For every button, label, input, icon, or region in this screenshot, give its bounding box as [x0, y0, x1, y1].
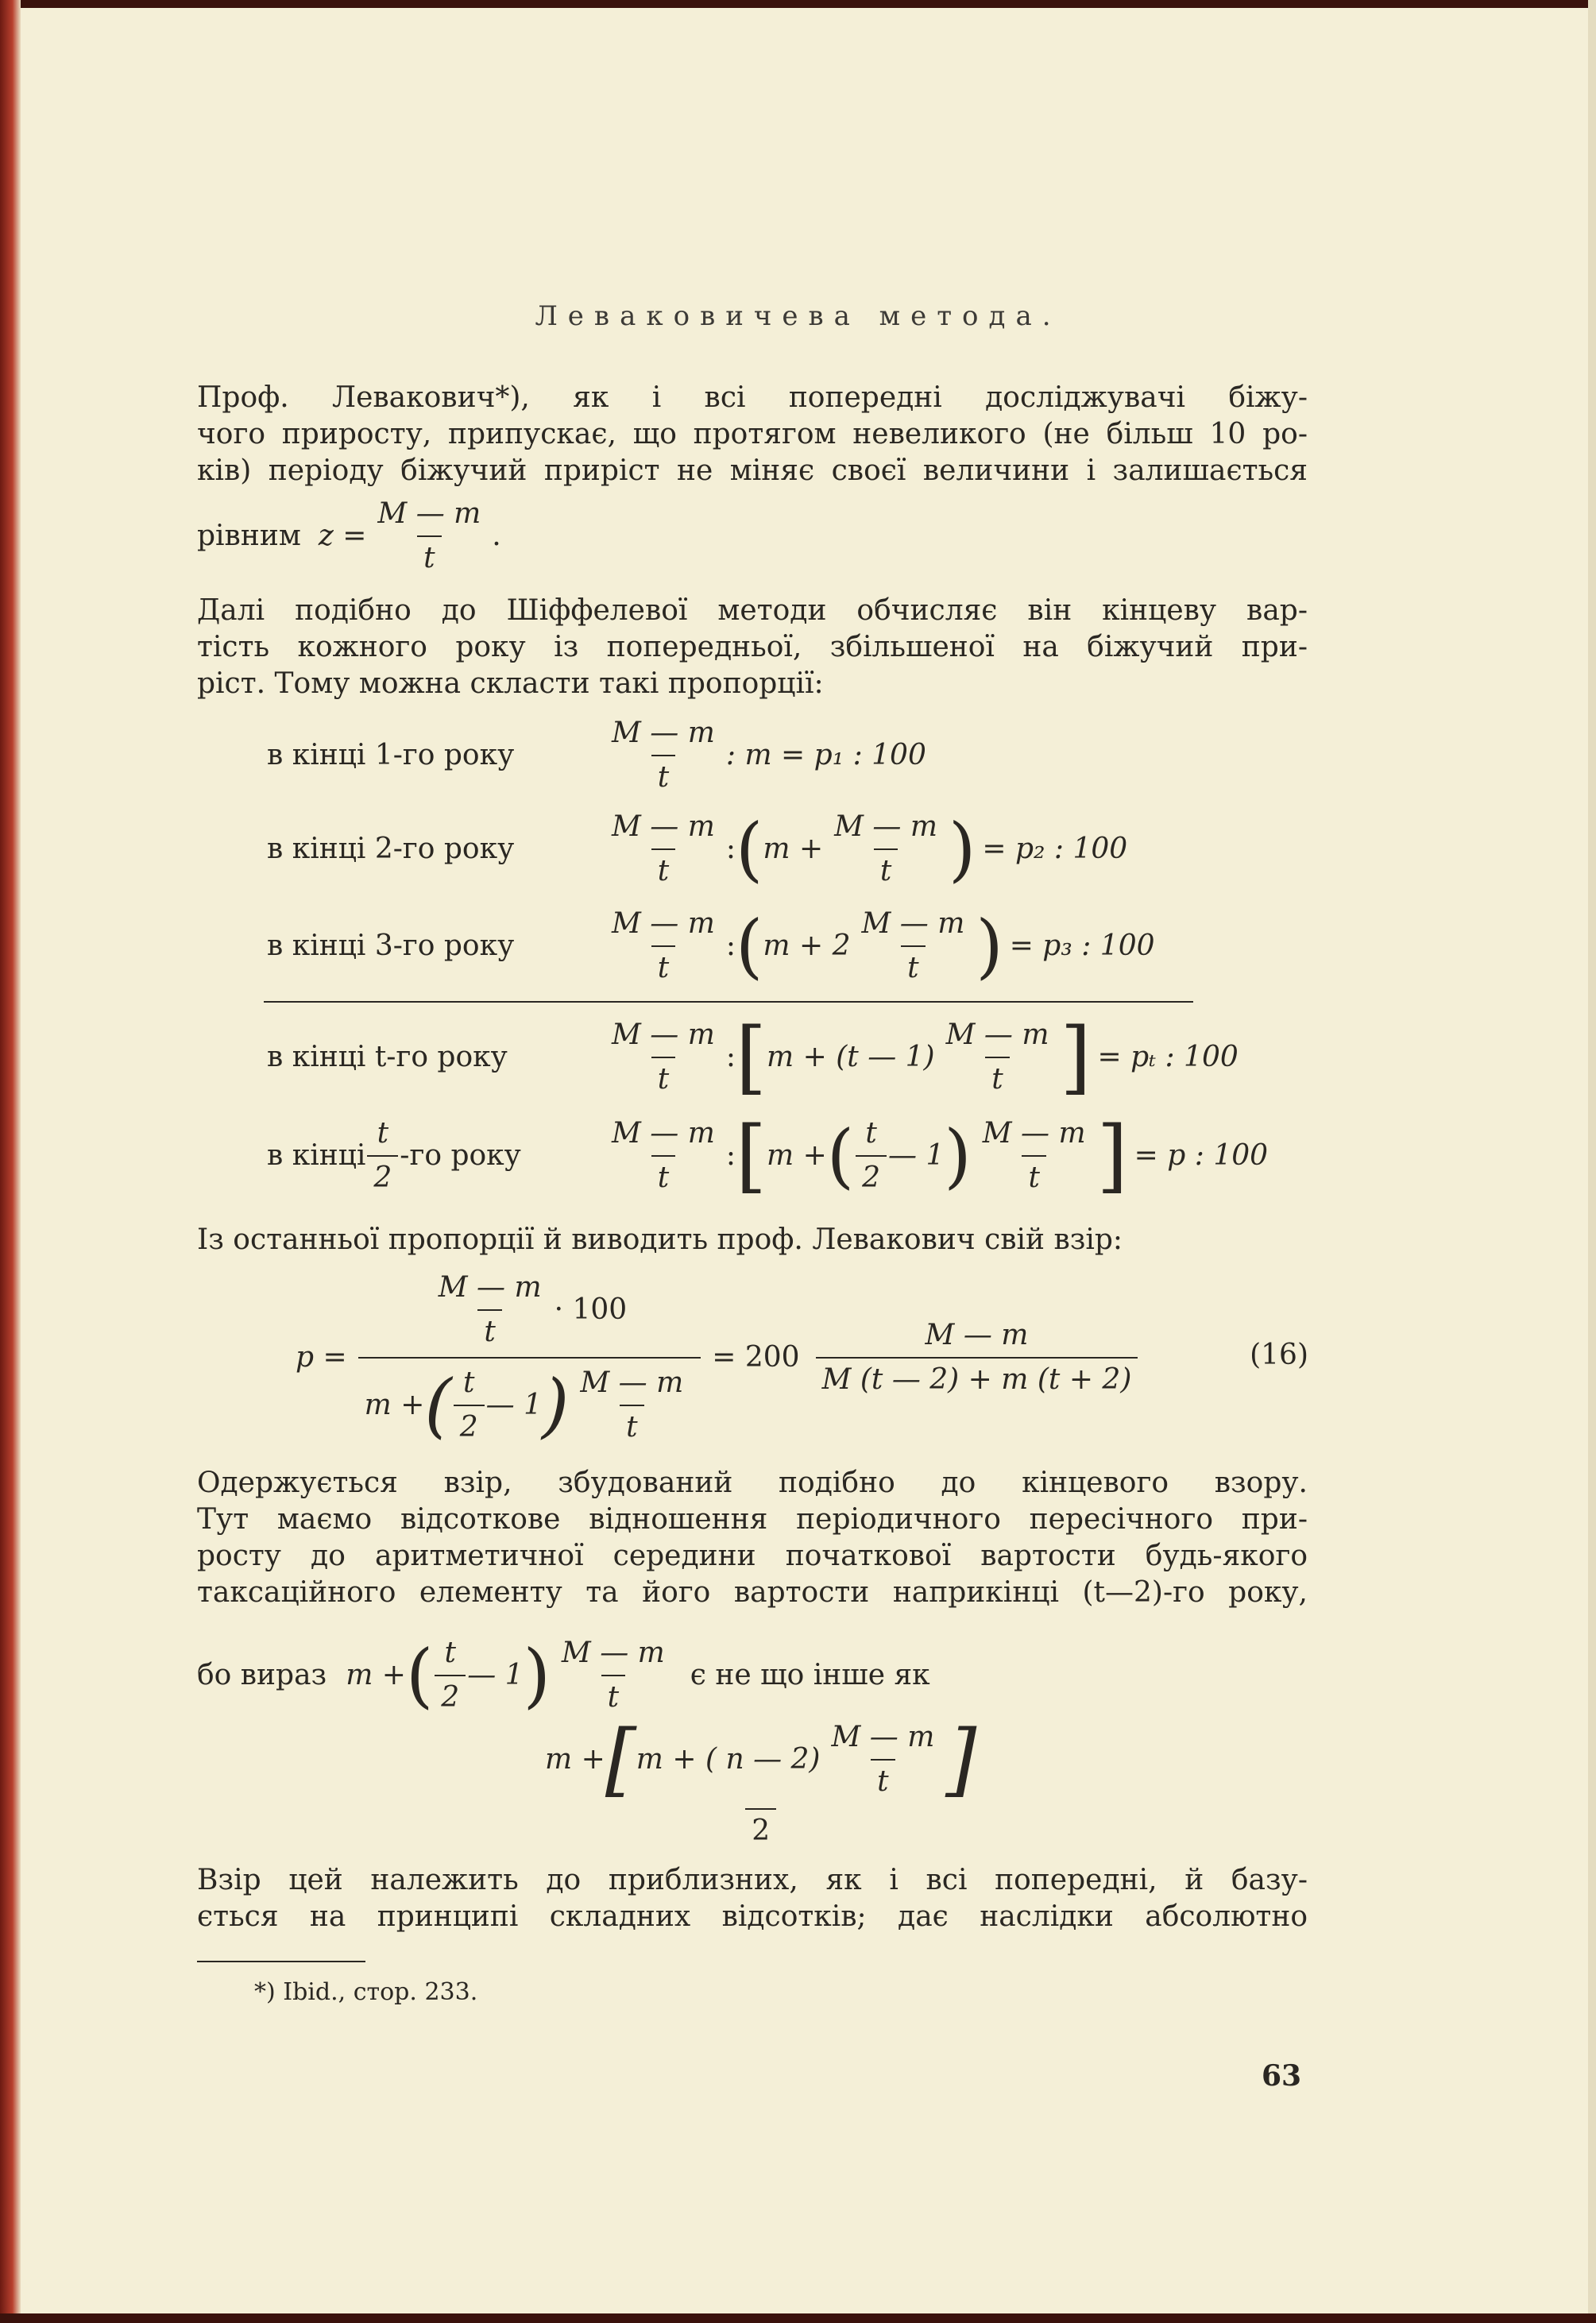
text-line: Взір цей належить до приблизних, як і всі попередні, й базу-	[197, 1864, 1308, 1896]
scan-edge-top	[0, 0, 1596, 8]
scan-edge-bottom	[0, 2313, 1596, 2323]
footnote-rule	[197, 1961, 365, 1962]
scan-edge-right	[1588, 0, 1596, 2323]
text-line: Із останньої пропорції й виводить проф. Левакович свій взір:	[197, 1223, 1123, 1256]
text-line: ється на принципі складних відсотків; дає наслідки абсолютно	[197, 1900, 1308, 1933]
paragraph-conclusion	[197, 1862, 1308, 1935]
scan-edge-left	[0, 0, 21, 2323]
section-title: Левaковичева метода.	[535, 300, 1061, 332]
text-line: ріст. Тому можна скласти такі пропорції:	[197, 667, 824, 700]
proportion-row-t: в кінці t-го року $\frac{M — m}{t}$ : [ m + (t — 1) $\frac{M — m}{t}$ ] = pₜ : 100	[267, 1011, 1239, 1104]
separator-rule	[264, 1001, 1193, 1003]
proportion-row-half-t: в кінці $\frac{t}{2}$ -го року $\frac{M — m}{t}$ : [ m + ( $\frac{t}{2}$ — 1 ) $\frac{M — m}{t}$ ] = p : 100	[267, 1109, 1269, 1202]
text-line: Далі подібно до Шіффелевої методи обчисляє він кінцеву вар-	[197, 594, 1308, 627]
proportion-row-1: в кінці 1-го року $\frac{M — m}{t}$ : m = p₁ : 100	[267, 715, 926, 796]
proportion-row-2: в кінці 2-го року $\frac{M — m}{t}$ : ( m + $\frac{M — m}{t}$ ) = p₂ : 100	[267, 808, 1128, 890]
expression-big-fraction: m + [ m + ( n — 2) $\frac{M — m}{t}$ ] 2	[537, 1719, 984, 1850]
paragraph-proportions-intro	[197, 593, 1308, 702]
text-line: чого приросту, припускає, що протягом невеликого (не більш 10 ро-	[197, 418, 1308, 450]
equation-number: (16)	[1250, 1339, 1308, 1371]
proportion-row-3: в кінці 3-го року $\frac{M — m}{t}$ : ( m + 2 $\frac{M — m}{t}$ ) = p₃ : 100	[267, 905, 1155, 987]
page-number: 63	[1262, 2059, 1302, 2093]
text-line: Одержується взір, збудований подібно до кінцевого взору.	[197, 1467, 1308, 1499]
footnote: *) Ibid., стор. 233.	[254, 1978, 478, 2006]
text-line: тість кожного року із попередньої, збільшеної на біжучий при-	[197, 631, 1308, 663]
formula-16: p = $\frac{M — m}{t}$ · 100 m + ( $\frac{t}{2}$ — 1 ) $\frac{M — m}{t}$ = 200 $\frac{M — m}{M (t — 2) + m (t + 2)}$	[296, 1270, 1142, 1446]
text-line: Тут маємо відсоткове відношення періодичного пересічного при-	[197, 1503, 1308, 1536]
paragraph-explanation	[197, 1465, 1308, 1611]
expression-line: бо вираз m + ( $\frac{t}{2}$ — 1 ) $\frac{M — m}{t}$ є не що інше як	[197, 1634, 930, 1716]
text-line: росту до аритметичної середини початкової вартости будь-якого	[197, 1540, 1308, 1572]
paragraph-derivation	[197, 1222, 1308, 1258]
formula-z: рівним z = $\frac{M — m}{t}$ .	[197, 496, 501, 577]
fraction: $\frac{M — m}{t}$	[371, 496, 487, 577]
text-line: Проф. Левакович*), як і всі попередні досліджувачі біжу-	[197, 381, 1308, 414]
paragraph-intro	[197, 380, 1308, 489]
text-line: ків) періоду біжучий приріст не міняє своєї величини і залишається	[197, 454, 1308, 487]
text-line: таксаційного елементу та його вартости наприкінці (t—2)-го року,	[197, 1576, 1308, 1609]
